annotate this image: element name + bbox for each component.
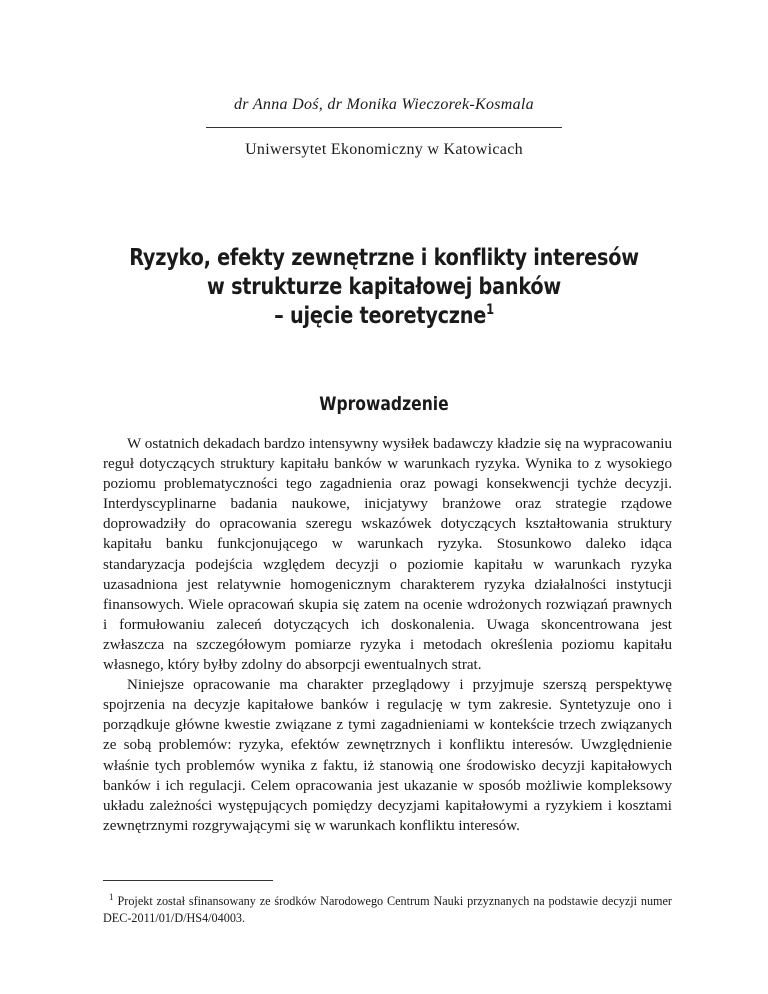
title-line-1: Ryzyko, efekty zewnętrzne i konflikty interesów [129,243,639,271]
title-line-3-text: – ujęcie teoretyczne [274,301,487,329]
title-line-2: w strukturze kapitałowej banków [207,272,561,300]
title-footnote-mark: 1 [486,302,494,319]
paragraph: W ostatnich dekadach bardzo intensywny wysiłek badawczy kładzie się na wypracowaniu reguł dotyczących struktury kapitału banków w warunkach ryzyka. Wynika to z wysokiego poziomu problematyczności tego zagadnienia oraz powagi konsekwencji tychże decyzji. Interdyscyplinarne badania naukowe, inicjatywy branżowe oraz strategie rządowe doprowadziły do opracowania szeregu wskazówek dotyczących kształtowania struktury kapitału banku funkcjonującego w warunkach ryzyka. Stosunkowo daleko idąca standaryzacja podejścia względem decyzji o poziomie kapitału w warunkach ryzyka uzasadniona jest relatywnie homogenicznym charakterem ryzyka działalności instytucji finansowych. Wiele opracowań skupia się zatem na ocenie wdrożonych rozwiązań prawnych i formułowaniu zaleceń dotyczących ich doskonalenia. Uwaga skoncentrowana jest zwłaszcza na szczegółowym pomiarze ryzyka i metodach określenia poziomu kapitału własnego, który byłby zdolny do absorpcji ewentualnych strat. [103,436,672,674]
footnote-number: 1 [109,891,114,902]
footnote-text: Projekt został sfinansowany ze środków Narodowego Centrum Nauki przyznanych na podstawie decyzji numer DEC-2011/01/D/HS4/04003. [103,894,672,925]
article-title [69,243,699,330]
paragraph: Niniejsze opracowanie ma charakter przeglądowy i przyjmuje szerszą perspektywę spojrzenia na decyzje kapitałowe banków i regulację w tym zakresie. Syntetyzuje ono i porządkuje główne kwestie związane z tymi zagadnieniami w kontekście trzech związanych ze sobą problemów: ryzyka, efektów zewnętrznych i konfliktu interesów. Uwzględnienie właśnie tych problemów wynika z faktu, iż stanowią one środowisko decyzji kapitałowych banków i ich regulacji. Celem opracowania jest ukazanie w sposób możliwie kompleksowy układu zależności występujących pomiędzy decyzjami kapitałowymi a ryzykiem i kosztami zewnętrznymi rozgrywającymi się w warunkach konfliktu interesów. [103,677,672,834]
body-text [103,434,672,836]
affiliation-line: Uniwersytet Ekonomiczny w Katowicach [245,141,523,158]
footnote-divider [103,880,273,881]
header-divider [206,127,562,128]
footnote [103,893,672,927]
section-heading: Wprowadzenie [319,393,449,415]
authors-line: dr Anna Doś, dr Monika Wieczorek-Kosmala [234,96,534,113]
title-line-3 [69,301,699,330]
